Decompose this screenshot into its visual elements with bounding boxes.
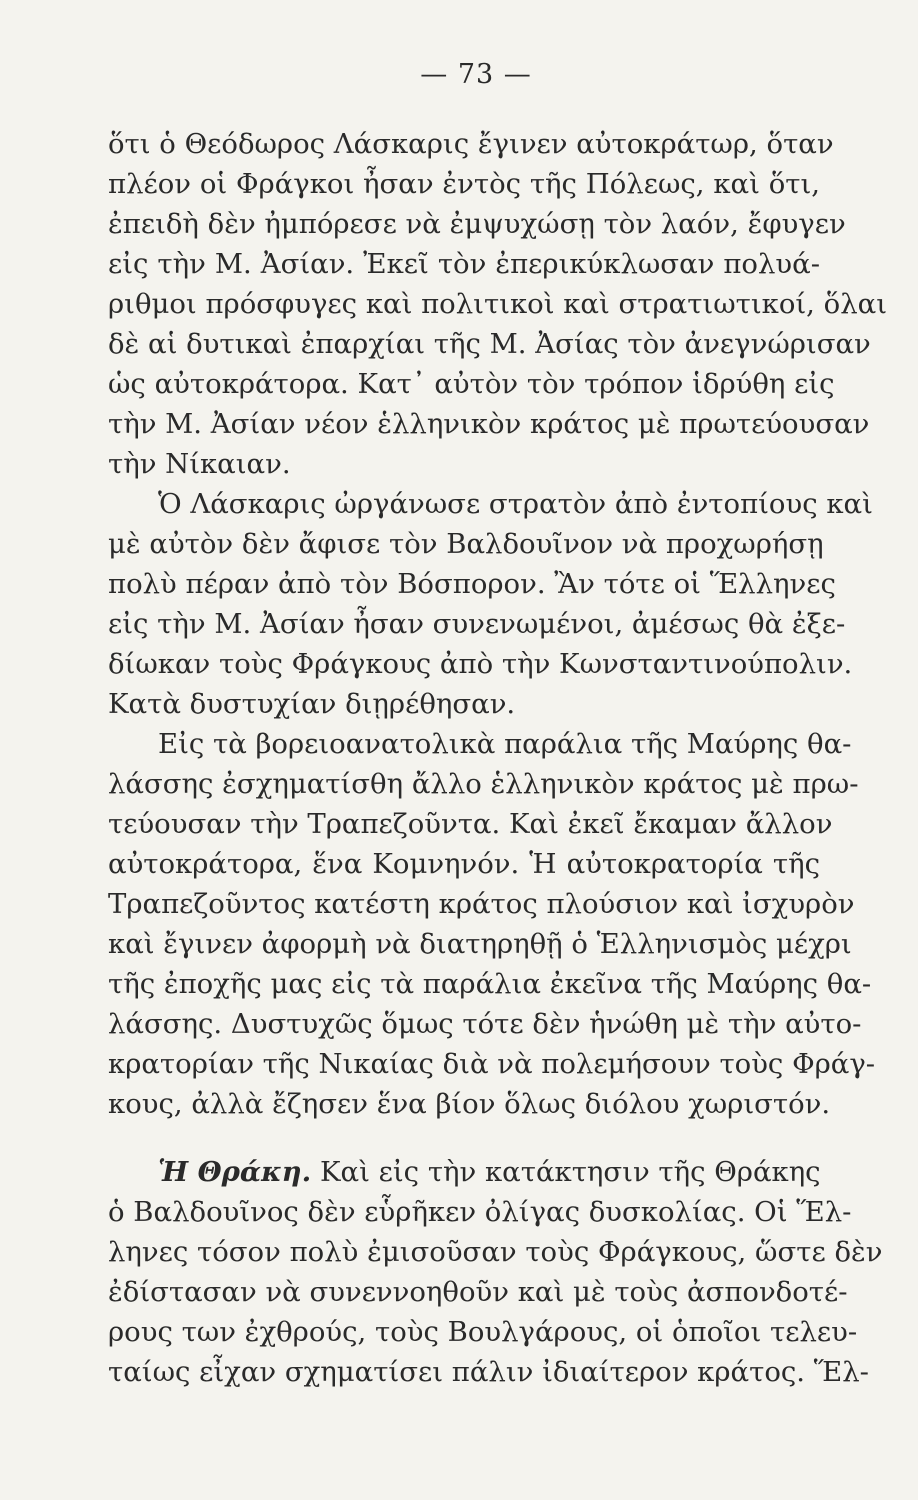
text-line: μὲ αὐτὸν δὲν ἄφισε τὸν Βαλδουῖνον νὰ προχωρήσῃ [108,528,824,560]
text-line: πλέον οἱ Φράγκοι ἦσαν ἐντὸς τῆς Πόλεως, καὶ ὅτι, [108,168,820,200]
page-number: — 73 — [420,59,532,90]
text-line: ταίως εἶχαν σχηματίσει πάλιν ἰδιαίτερον κράτος. Ἕλ- [108,1356,869,1388]
text-line: τὴν Μ. Ἀσίαν νέον ἑλληνικὸν κράτος μὲ πρωτεύουσαν [108,408,870,440]
text-line: δίωκαν τοὺς Φράγκους ἀπὸ τὴν Κωνσταντινούπολιν. [108,648,853,680]
text-line: αὐτοκράτορα, ἕνα Κομνηνόν. Ἡ αὐτοκρατορία τῆς [108,848,820,880]
text-line: εἰς τὴν Μ. Ἀσίαν. Ἐκεῖ τὸν ἐπερικύκλωσαν πολυά- [108,248,820,280]
text-line: πολὺ πέραν ἀπὸ τὸν Βόσπορον. Ἂν τότε οἱ Ἕλληνες [108,568,836,600]
text-line [108,1152,820,1192]
heading-line-text: Καὶ εἰς τὴν κατάκτησιν τῆς Θράκης [320,1156,821,1188]
paragraph-3 [108,724,876,1124]
text-line: λάσσης ἐσχηματίσθη ἄλλο ἑλληνικὸν κράτος μὲ πρω- [108,768,859,800]
text-line: καὶ ἔγινεν ἀφορμὴ νὰ διατηρηθῇ ὁ Ἑλληνισμὸς μέχρι [108,928,852,960]
paragraph-4 [108,1152,883,1392]
text-line: εἰς τὴν Μ. Ἀσίαν ἦσαν συνενωμένοι, ἀμέσως θὰ ἐξε- [108,608,846,640]
text-line: κους, ἀλλὰ ἔζησεν ἕνα βίον ὅλως διόλου χωριστόν. [108,1088,831,1120]
text-line: Τραπεζοῦντος κατέστη κράτος πλούσιον καὶ ἰσχυρὸν [108,888,855,920]
text-line: ἐπειδὴ δὲν ἠμπόρεσε νὰ ἐμψυχώσῃ τὸν λαόν, ἔφυγεν [108,208,846,240]
text-line: Εἰς τὰ βορειοανατολικὰ παράλια τῆς Μαύρης θα- [158,728,852,760]
text-line: ληνες τόσον πολὺ ἐμισοῦσαν τοὺς Φράγκους, ὥστε δὲν [108,1236,883,1268]
paragraph-1 [108,124,887,484]
text-line: τῆς ἐποχῆς μας εἰς τὰ παράλια ἐκεῖνα τῆς Μαύρης θα- [108,968,872,1000]
text-line: Κατὰ δυστυχίαν διῃρέθησαν. [108,688,516,720]
text-line: δὲ αἱ δυτικαὶ ἐπαρχίαι τῆς Μ. Ἀσίας τὸν ἀνεγνώρισαν [108,328,871,360]
section-gap [108,1124,820,1152]
text-line: τεύουσαν τὴν Τραπεζοῦντα. Καὶ ἐκεῖ ἔκαμαν ἄλλον [108,808,833,840]
text-line: λάσσης. Δυστυχῶς ὅμως τότε δὲν ἡνώθη μὲ τὴν αὐτο- [108,1008,862,1040]
text-line: ὁ Βαλδουῖνος δὲν εὗρῆκεν ὀλίγας δυσκολίας. Οἱ Ἕλ- [108,1196,852,1228]
text-line: κρατορίαν τῆς Νικαίας διὰ νὰ πολεμήσουν τοὺς Φράγ- [108,1048,876,1080]
text-line: ὅτι ὁ Θεόδωρος Λάσκαρις ἔγινεν αὐτοκράτωρ, ὅταν [108,128,834,160]
text-line: Ὁ Λάσκαρις ὠργάνωσε στρατὸν ἀπὸ ἐντοπίους καὶ [158,488,873,520]
text-line: ὡς αὐτοκράτορα. Κατ᾿ αὐτὸν τὸν τρόπον ἱδρύθη εἰς [108,368,835,400]
text-line: ριθμοι πρόσφυγες καὶ πολιτικοὶ καὶ στρατιωτικοί, ὅλαι [108,288,887,320]
section-heading: Ἡ Θράκη. [158,1156,312,1188]
paragraph-2 [108,484,873,724]
text-line: ρους των ἐχθρούς, τοὺς Βουλγάρους, οἱ ὁποῖοι τελευ- [108,1316,858,1348]
text-line: τὴν Νίκαιαν. [108,448,291,480]
text-line: ἐδίστασαν νὰ συνεννοηθοῦν καὶ μὲ τοὺς ἀσπονδοτέ- [108,1276,848,1308]
